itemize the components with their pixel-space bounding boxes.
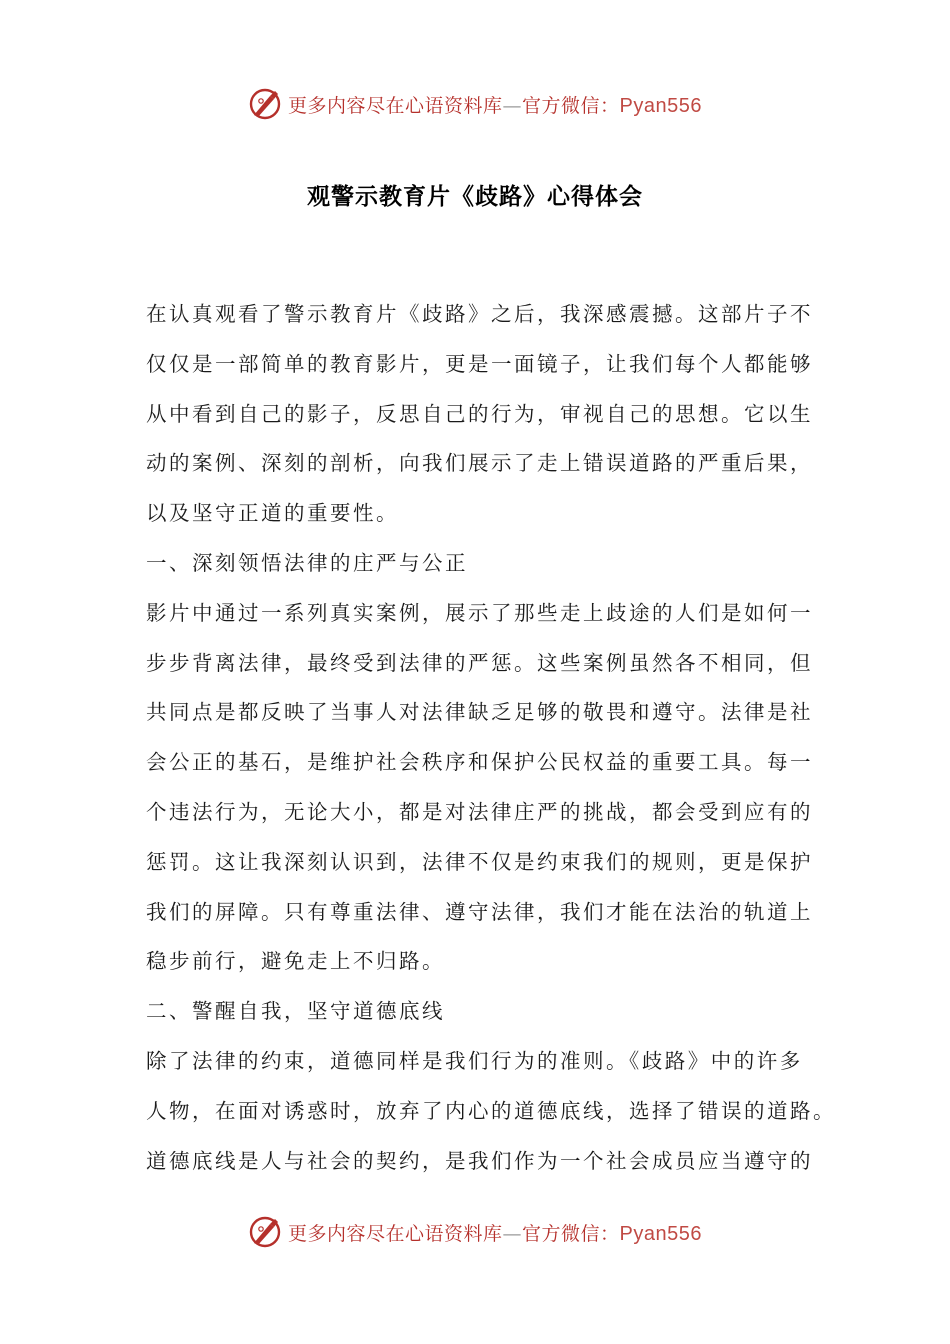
body-line: 稳步前行，避免走上不归路。	[146, 949, 445, 974]
body-line: 人物，在面对诱惑时，放弃了内心的道德底线，选择了错误的道路。	[146, 1098, 836, 1123]
document-body	[146, 296, 836, 1192]
banner-text: 更多内容尽在心语资料库—官方微信：Pyan556	[288, 94, 702, 117]
body-line: 除了法律的约束，道德同样是我们行为的准则。《歧路》中的许多	[146, 1048, 803, 1073]
body-line: 共同点是都反映了当事人对法律缺乏足够的敬畏和遵守。法律是社	[146, 700, 813, 725]
banner-text: 更多内容尽在心语资料库—官方微信：Pyan556	[288, 1222, 702, 1245]
body-line: 我们的屏障。只有尊重法律、遵守法律，我们才能在法治的轨道上	[146, 899, 813, 924]
body-line: 惩罚。这让我深刻认识到，法律不仅是约束我们的规则，更是保护	[146, 849, 813, 874]
footer-banner	[0, 1210, 950, 1254]
body-line: 步步背离法律，最终受到法律的严惩。这些案例虽然各不相同，但	[146, 650, 813, 675]
pen-circle-logo-icon	[248, 87, 282, 121]
section-heading: 一、深刻领悟法律的庄严与公正	[146, 550, 468, 575]
body-line: 道德底线是人与社会的契约，是我们作为一个社会成员应当遵守的	[146, 1148, 813, 1173]
body-line: 动的案例、深刻的剖析，向我们展示了走上错误道路的严重后果，	[146, 451, 813, 476]
pen-circle-logo-icon	[248, 1215, 282, 1249]
body-line: 以及坚守正道的重要性。	[146, 501, 399, 526]
header-banner	[0, 82, 950, 126]
body-line: 在认真观看了警示教育片《歧路》之后，我深感震撼。这部片子不	[146, 302, 813, 326]
body-line: 影片中通过一系列真实案例，展示了那些走上歧途的人们是如何一	[146, 600, 813, 625]
body-line: 个违法行为，无论大小，都是对法律庄严的挑战，都会受到应有的	[146, 799, 813, 824]
body-line: 会公正的基石，是维护社会秩序和保护公民权益的重要工具。每一	[146, 750, 813, 775]
document-title: 观警示教育片《歧路》心得体会	[307, 184, 643, 210]
section-heading: 二、警醒自我，坚守道德底线	[146, 999, 445, 1024]
body-line: 仅仅是一部简单的教育影片，更是一面镜子，让我们每个人都能够	[146, 351, 813, 376]
body-line: 从中看到自己的影子，反思自己的行为，审视自己的思想。它以生	[146, 401, 813, 426]
